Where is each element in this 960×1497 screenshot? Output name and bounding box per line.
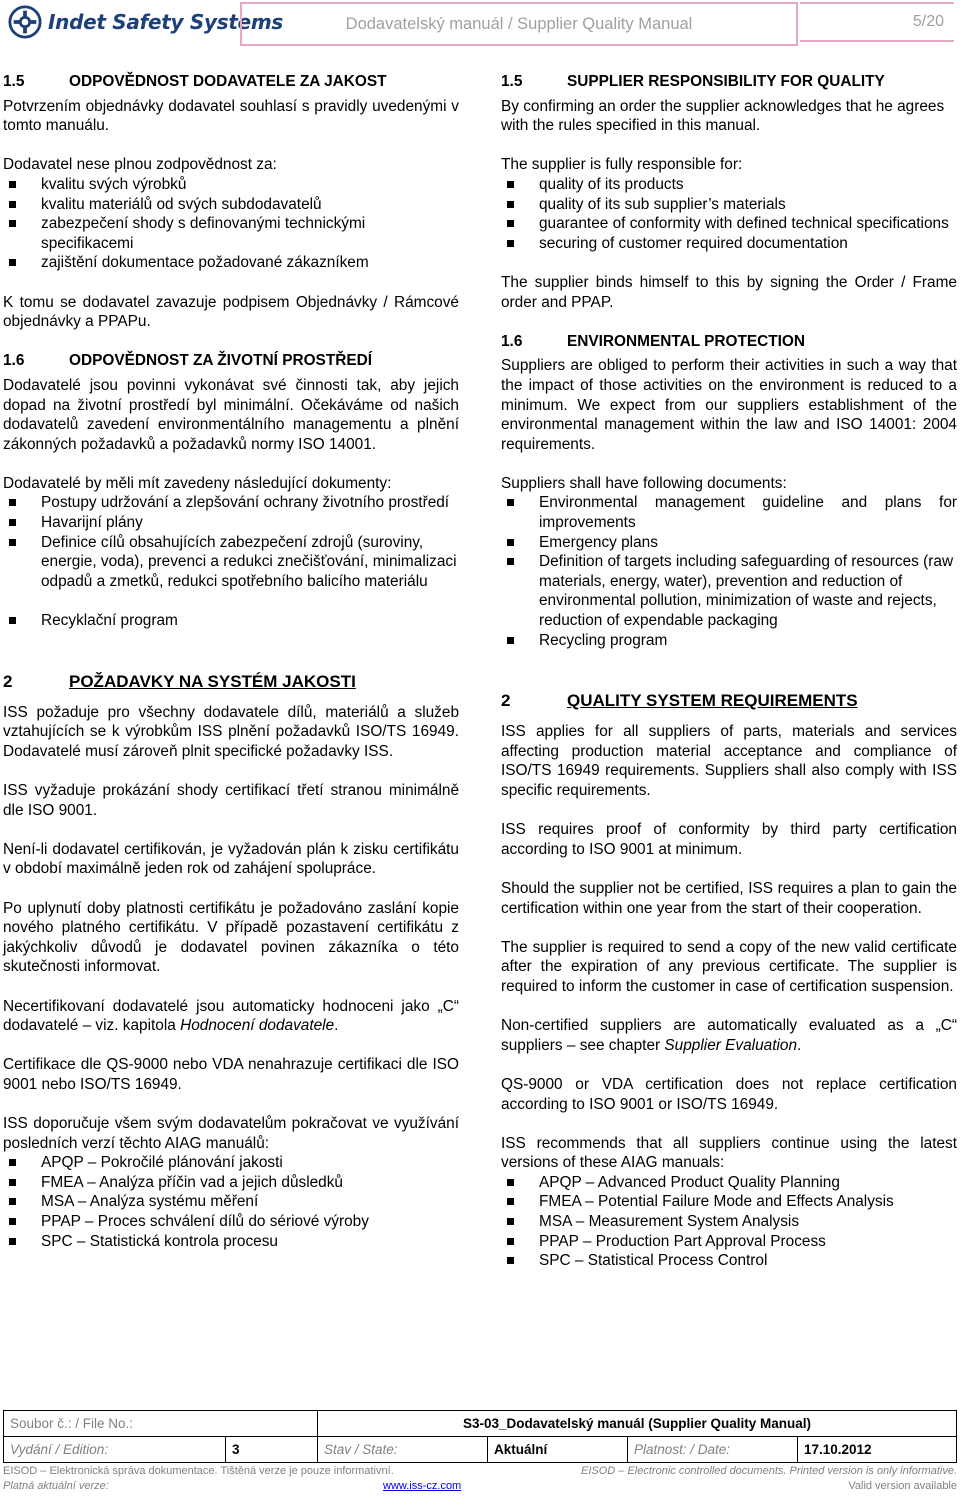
list-item: Definice cílů obsahujících zabezpečení zdrojů (suroviny, energie, voda), prevenci a redukci znečišťování, minimalizaci odpadů a zmetků, redukci spotřebního balicího materiálu [3, 533, 459, 592]
document-title: Dodavatelský manuál / Supplier Quality Manual [240, 2, 798, 46]
chapter-title: QUALITY SYSTEM REQUIREMENTS [567, 691, 858, 711]
section-title: SUPPLIER RESPONSIBILITY FOR QUALITY [567, 73, 885, 90]
list-item: Environmental management guideline and plans for improvements [501, 493, 957, 532]
state-label: Stav / State: [318, 1437, 488, 1463]
paragraph [501, 1016, 957, 1055]
paragraph: The supplier is fully responsible for: [501, 156, 743, 174]
file-number-label: Soubor č.: / File No.: [4, 1411, 318, 1437]
table-row [4, 1437, 957, 1463]
paragraph: Suppliers shall have following documents: [501, 474, 787, 492]
iss-logo-icon [6, 5, 44, 39]
paragraph: QS-9000 or VDA certification does not replace certification according to ISO 9001 or ISO/TS 16949. [501, 1075, 957, 1113]
section-title: ODPOVĚDNOST DODAVATELE ZA JAKOST [69, 73, 387, 90]
paragraph: ISS požaduje pro všechny dodavatele dílů, materiálů a služeb vztahujících se k výrobkům ISS plnění požadavků ISO/TS 16949. Dodavatelé musí zároveň plnit specifické požadavky ISS. [3, 703, 459, 760]
state-value: Aktuální [488, 1437, 628, 1463]
list-item: kvalitu materiálů od svých subdodavatelů [3, 195, 459, 215]
text-run: . [334, 1017, 339, 1035]
paragraph: Dodavatel nese plnou zodpovědnost za: [3, 156, 277, 174]
section-heading [501, 72, 957, 92]
paragraph: Suppliers are obliged to perform their activities in such a way that the impact of those activities on the environment is reduced to a minimum. We expect from our suppliers establishment of the environmental management within the law and ISO 14001: 2004 requirements. [501, 357, 957, 453]
paragraph: K tomu se dodavatel zavazuje podpisem Objednávky / Rámcové objednávky a PPAPu. [3, 293, 459, 331]
list-item: Emergency plans [501, 533, 957, 553]
footer-row [3, 1464, 957, 1479]
list-item: FMEA – Analýza příčin vad a jejich důsledků [3, 1173, 459, 1193]
list-item: Postupy udržování a zlepšování ochrany životního prostředí [3, 493, 459, 513]
section-number: 1.5 [501, 73, 523, 90]
paragraph: ISS vyžaduje prokázání shody certifikací třetí stranou minimálně dle ISO 9001. [3, 782, 459, 819]
text-run: . [797, 1036, 802, 1054]
chapter-heading [501, 690, 957, 712]
date-value: 17.10.2012 [798, 1437, 957, 1463]
paragraph: ISS recommends that all suppliers continue using the latest versions of these AIAG manuals: [501, 1134, 957, 1172]
list-item: MSA – Analýza systému měření [3, 1192, 459, 1212]
chapter-heading [3, 671, 459, 693]
section-title: ENVIRONMENTAL PROTECTION [567, 332, 805, 350]
list-item: SPC – Statistická kontrola procesu [3, 1232, 459, 1252]
table-row [4, 1411, 957, 1437]
paragraph: Po uplynutí doby platnosti certifikátu je požadováno zaslání kopie nového platného certifikátu. V případě pozastavení certifikátu z jakýchkoliv důvodů je dodavatel povinen zákazníka o této skutečnosti informovat. [3, 899, 459, 976]
bullet-list [3, 175, 459, 273]
section-number: 1.5 [3, 73, 25, 90]
paragraph: Dodavatelé by měli mít zavedeny následující dokumenty: [3, 474, 392, 492]
footer-row [3, 1479, 957, 1494]
chapter-reference: Hodnocení dodavatele [180, 1017, 335, 1035]
date-label: Platnost: / Date: [628, 1437, 798, 1463]
bullet-list [3, 493, 459, 630]
valid-version-label-en: Valid version available [848, 1480, 957, 1492]
paragraph: Should the supplier not be certified, ISS requires a plan to gain the certification within one year from the start of their cooperation. [501, 879, 957, 917]
paragraph: ISS requires proof of conformity by third party certification according to ISO 9001 at minimum. [501, 821, 957, 858]
eisod-note-en: EISOD – Electronic controlled documents. Printed version is only informative. [581, 1465, 957, 1477]
list-item: quality of its products [501, 175, 957, 195]
list-item: FMEA – Potential Failure Mode and Effects Analysis [501, 1192, 957, 1212]
list-item: zabezpečení shody s definovanými technickými specifikacemi [3, 214, 459, 253]
bullet-list [501, 493, 957, 650]
list-item: Recycling program [501, 631, 957, 651]
footer-notes [3, 1464, 957, 1494]
file-number-value: S3-03_Dodavatelský manuál (Supplier Quality Manual) [318, 1411, 957, 1437]
bullet-list [501, 1173, 957, 1271]
chapter-number: 2 [501, 691, 511, 711]
section-number: 1.6 [3, 352, 25, 370]
list-item: MSA – Measurement System Analysis [501, 1212, 957, 1232]
edition-label: Vydání / Edition: [4, 1437, 226, 1463]
edition-value: 3 [226, 1437, 318, 1463]
czech-column [3, 72, 459, 1251]
page-number: 5/20 [800, 2, 954, 42]
list-item: Havarijní plány [3, 513, 459, 533]
list-item: kvalitu svých výrobků [3, 175, 459, 195]
list-item: guarantee of conformity with defined technical specifications [501, 214, 957, 234]
eisod-note-cz: EISOD – Elektronická správa dokumentace. Tištěná verze je pouze informativní. [3, 1465, 394, 1477]
text-run: Necertifikovaní dodavatelé jsou automaticky hodnoceni jako „C“ dodavatelé – viz. kapitola [3, 997, 459, 1035]
list-item: quality of its sub supplier’s materials [501, 195, 957, 215]
chapter-reference: Supplier Evaluation [664, 1036, 798, 1054]
text-run: Non-certified suppliers are automatically evaluated as a „C“ suppliers – see chapter [501, 1017, 957, 1054]
paragraph: ISS doporučuje všem svým dodavatelům pokračovat ve využívání posledních verzí těchto AIAG manuálů: [3, 1115, 459, 1152]
document-info-table [3, 1410, 957, 1463]
english-column [501, 72, 957, 1271]
bullet-list [501, 175, 957, 253]
chapter-title: POŽADAVKY NA SYSTÉM JAKOSTI [69, 671, 356, 691]
list-item: SPC – Statistical Process Control [501, 1251, 957, 1271]
section-heading [501, 332, 957, 352]
section-number: 1.6 [501, 332, 523, 350]
paragraph: Potvrzením objednávky dodavatel souhlasí s pravidly uvedenými v tomto manuálu. [3, 97, 459, 135]
list-item: securing of customer required documentation [501, 234, 957, 254]
list-item: APQP – Pokročilé plánování jakosti [3, 1153, 459, 1173]
paragraph [3, 997, 459, 1036]
paragraph: Není-li dodavatel certifikován, je vyžadován plán k zisku certifikátu v období maximálně jeden rok od zahájení spolupráce. [3, 840, 459, 878]
paragraph: ISS applies for all suppliers of parts, materials and services affecting production material acceptance and compliance of ISO/TS 16949 requirements. Suppliers shall also comply with ISS specific requirements. [501, 723, 957, 799]
paragraph: Certifikace dle QS-9000 nebo VDA nenahrazuje certifikaci dle ISO 9001 nebo ISO/TS 16949. [3, 1056, 459, 1093]
company-logo [6, 4, 284, 40]
list-item: PPAP – Production Part Approval Process [501, 1232, 957, 1252]
paragraph: Dodavatelé jsou povinni vykonávat své činnosti tak, aby jejich dopad na životní prostředí byl minimální. Očekáváme od našich dodavatelů zavedení environmentálního managementu a plnění zákonných požadavků a požadavků normy ISO 14001. [3, 376, 459, 453]
logo-text: Indet Safety Systems [48, 10, 284, 34]
paragraph: The supplier is required to send a copy of the new valid certificate after the expiration of any previous certificate. The supplier is required to inform the customer in case of certification suspension. [501, 938, 957, 995]
list-item: APQP – Advanced Product Quality Planning [501, 1173, 957, 1193]
list-item: Definition of targets including safeguarding of resources (raw materials, energy, water), prevention and reduction of environmental pollution, minimization of waste and rejects, reduction of expendable packaging [501, 552, 957, 630]
list-item: zajištění dokumentace požadované zákazníkem [3, 253, 459, 273]
page-header [0, 0, 960, 48]
section-heading [3, 351, 459, 371]
website-link[interactable]: www.iss-cz.com [383, 1480, 462, 1492]
paragraph: By confirming an order the supplier acknowledges that he agrees with the rules specified in this manual. [501, 97, 945, 135]
paragraph: The supplier binds himself to this by signing the Order / Frame order and PPAP. [501, 273, 957, 311]
section-heading [3, 72, 459, 92]
section-title: ODPOVĚDNOST ZA ŽIVOTNÍ PROSTŘEDÍ [69, 352, 372, 370]
bullet-list [3, 1153, 459, 1251]
valid-version-label-cz: Platná aktuální verze: [3, 1480, 109, 1492]
list-item: Recyklační program [3, 611, 459, 631]
list-item: PPAP – Proces schválení dílů do sériové výroby [3, 1212, 459, 1232]
chapter-number: 2 [3, 671, 13, 691]
